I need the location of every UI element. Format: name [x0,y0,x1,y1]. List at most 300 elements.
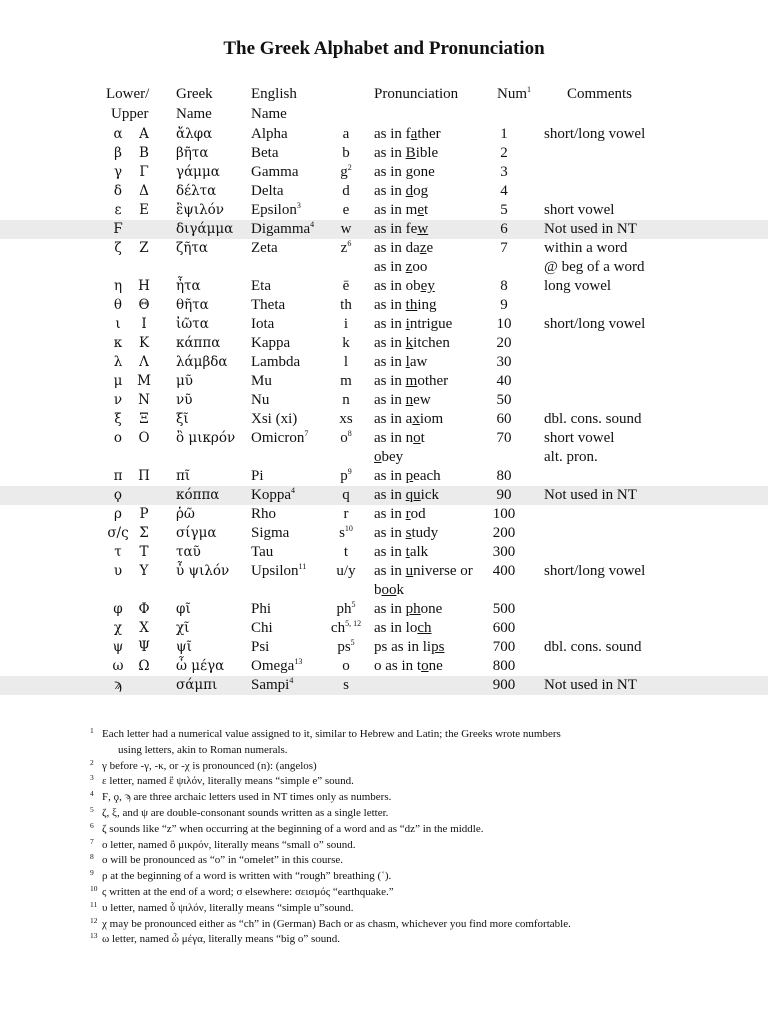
greek-name: σίγμα [176,525,217,541]
pronunciation-text: as in ob [374,278,421,294]
pronunciation-text: t [424,202,429,218]
footnote-text: χ may be pronounced either as “ch” in (German) Bach or as chasm, whichever you find more comfortable. [102,917,571,930]
footnote-text: ζ sounds like “z” when occurring at the beginning of a word and as “dz” in the middle. [102,822,484,835]
alphabet-table [0,125,768,695]
english-name [251,638,269,657]
header-greek-name-2: Name [176,106,212,122]
uppercase-letter: Ξ [139,411,149,427]
transliteration-text: ē [342,278,350,294]
greek-name: νῦ [176,392,193,408]
english-name-text: Chi [251,620,273,636]
english-name-text: Psi [251,639,270,655]
footnote-number: 12 [90,915,98,925]
pronunciation-text: as in [374,373,406,389]
footnote [90,869,690,885]
pronunciation-text: one [420,601,443,617]
footnote-number: 3 [90,773,94,783]
comment: short/long vowel [544,563,646,579]
table-row [0,125,768,144]
pronunciation-text: niverse or [413,563,473,579]
english-name [251,391,269,410]
pronunciation-text: iom [419,411,444,427]
transliteration-text: i [343,316,349,332]
header-english-name-2: Name [251,106,287,122]
lowercase-letter: ν [113,392,123,408]
transliteration-footnote: 5, 12 [345,619,362,628]
greek-name: ὦ μέγα [176,658,225,674]
transliteration-text: w [340,221,352,237]
pronunciation [374,486,439,505]
english-name-text: Mu [251,373,272,389]
transliteration-footnote: 5 [350,638,355,647]
comment: within a word [544,240,628,256]
english-name-text: Eta [251,278,271,294]
numeric-value: 90 [496,487,512,503]
lowercase-letter: ξ [114,411,122,427]
english-name-text: Rho [251,506,277,522]
transliteration [330,220,362,239]
lowercase-letter: ω [112,658,124,674]
numeric-value: 60 [496,411,512,427]
pronunciation [374,353,427,372]
pronunciation [374,315,452,334]
pronunciation-text: as in [374,164,406,180]
numeric-value: 3 [500,164,508,180]
lowercase-letter: π [113,468,123,484]
pronunciation-underlined: a [410,126,418,142]
uppercase-letter: Σ [139,525,149,541]
numeric-value: 30 [496,354,512,370]
footnote-number: 5 [90,804,94,814]
pronunciation-text: ick [420,487,439,503]
pronunciation-text: ew [413,392,431,408]
uppercase-letter: Κ [138,335,150,351]
english-name-text: Epsilon [251,202,297,218]
pronunciation-text: as in fe [374,221,418,237]
english-name [251,163,298,182]
transliteration-text: m [340,373,352,389]
english-name-text: Iota [251,316,275,332]
english-name [251,619,273,638]
pronunciation-text: b [374,582,382,598]
pronunciation-text: aw [409,354,428,370]
greek-name: λάμβδα [176,354,228,370]
lowercase-letter: ψ [112,639,124,655]
pronunciation-text: as in lo [374,620,418,636]
lowercase-letter: γ [113,164,123,180]
transliteration-footnote: 2 [347,163,352,172]
transliteration-text: a [342,126,350,142]
footnote [90,822,690,838]
table-row [0,277,768,296]
pronunciation-text: ther [417,126,441,142]
greek-name: ὂ μικρόν [176,430,236,446]
transliteration-footnote: 9 [347,467,352,476]
uppercase-letter: Ψ [138,639,150,655]
greek-name: ἒψιλόν [176,202,225,218]
pronunciation-underlined: o [413,430,421,446]
english-name-text: Koppa [251,487,291,503]
table-row [0,391,768,410]
pronunciation [374,619,432,638]
english-name-text: Pi [251,468,264,484]
pronunciation-underlined: n [405,392,414,408]
table-row [0,372,768,391]
english-name-text: Zeta [251,240,278,256]
transliteration-text: g [340,164,348,180]
pronunciation-underlined: k [405,335,414,351]
numeric-value: 500 [492,601,516,617]
transliteration [330,239,362,258]
lowercase-letter: σ/ς [107,525,129,541]
greek-name: ἄλφα [176,126,213,142]
lowercase-letter: Ϝ [113,221,123,237]
english-name [251,277,271,296]
table-row [0,315,768,334]
table-row [0,220,768,239]
pronunciation-text: as in [374,601,406,617]
uppercase-letter: Φ [138,601,150,617]
footnote [90,932,690,948]
pronunciation-text: as in f [374,126,411,142]
english-name-text: Sigma [251,525,290,541]
english-name-text: Xsi (xi) [251,411,298,427]
pronunciation-text: bey [381,449,404,465]
pronunciation-underlined: e [417,202,425,218]
pronunciation [374,201,428,220]
english-name-footnote: 3 [296,201,301,210]
english-name [251,125,288,144]
lowercase-letter: ο [113,430,123,446]
pronunciation [374,581,404,600]
pronunciation-underlined: o [421,658,429,674]
pronunciation-underlined: ch [417,620,432,636]
pronunciation-text: as in da [374,240,420,256]
pronunciation-underlined: z [419,240,427,256]
english-name [251,657,302,676]
english-name-text: Omega [251,658,295,674]
footnote [90,838,690,854]
footnote-text: γ before -γ, -κ, or -χ is pronounced (n): (angelos) [102,759,317,772]
english-name [251,372,272,391]
greek-name: δέλτα [176,183,217,199]
transliteration-text: l [343,354,349,370]
table-row [0,353,768,372]
english-name [251,334,290,353]
pronunciation [374,334,450,353]
transliteration-text: u/y [336,563,356,579]
lowercase-letter: θ [113,297,123,313]
lowercase-letter: η [113,278,123,294]
transliteration-text: o [340,430,348,446]
pronunciation-text: ps as in li [374,639,432,655]
pronunciation [374,524,438,543]
uppercase-letter: Β [139,145,149,161]
transliteration-footnote: 10 [344,524,353,533]
table-row [0,486,768,505]
uppercase-letter: Α [139,126,149,142]
english-name [251,486,295,505]
lowercase-letter: τ [114,544,122,560]
pronunciation-underlined: th [405,297,418,313]
pronunciation-text: each [413,468,441,484]
pronunciation-text: k [396,582,404,598]
table-row [0,182,768,201]
pronunciation-underlined: ph [405,601,421,617]
footnote-number: 2 [90,757,94,767]
english-name-footnote: 11 [298,562,307,571]
english-name-text: Theta [251,297,286,313]
transliteration-text: n [342,392,350,408]
comment: short/long vowel [544,316,646,332]
transliteration-text: xs [339,411,353,427]
transliteration-text: ps [337,639,351,655]
numeric-value: 300 [492,544,516,560]
uppercase-letter: Ε [139,202,149,218]
pronunciation-text: as in [374,183,406,199]
pronunciation-text: ne [428,658,443,674]
pronunciation [374,638,444,657]
numeric-value: 40 [496,373,512,389]
pronunciation [374,543,428,562]
numeric-value: 4 [500,183,508,199]
comment: Not used in NT [544,677,637,693]
transliteration-text: ph [336,601,352,617]
lowercase-letter: ϙ [113,487,123,503]
pronunciation-underlined: z [405,259,413,275]
transliteration-footnote: 6 [347,239,352,248]
uppercase-letter: Ν [138,392,150,408]
transliteration [330,657,362,676]
transliteration-text: o [342,658,350,674]
greek-name: μῦ [176,373,193,389]
pronunciation-text: alk [409,544,429,560]
table-row [0,239,768,258]
transliteration-text: b [342,145,350,161]
lowercase-letter: ε [114,202,122,218]
numeric-value: 9 [500,297,508,313]
lowercase-letter: α [113,126,123,142]
pronunciation-underlined: g [405,164,414,180]
transliteration [330,391,362,410]
numeric-value: 1 [500,126,508,142]
comment: dbl. cons. sound [544,411,642,427]
pronunciation-text: as in [374,392,406,408]
transliteration [330,334,362,353]
footnote-number: 4 [90,789,94,799]
uppercase-letter: Θ [138,297,150,313]
pronunciation-text: as in n [374,430,414,446]
table-row [0,429,768,448]
pronunciation-underlined: r [405,506,411,522]
transliteration [330,163,362,182]
english-name [251,543,273,562]
table-row [0,505,768,524]
transliteration-text: s [339,525,345,541]
numeric-value: 70 [496,430,512,446]
english-name [251,410,297,429]
lowercase-letter: φ [113,601,123,617]
pronunciation-underlined: o [374,449,382,465]
transliteration [330,353,362,372]
transliteration-text: k [342,335,350,351]
pronunciation-underlined: B [405,145,416,161]
pronunciation-underlined: t [405,544,410,560]
transliteration [330,486,362,505]
pronunciation-underlined: w [417,221,429,237]
pronunciation-text: itchen [413,335,450,351]
uppercase-letter: Λ [139,354,149,370]
table-row [0,201,768,220]
footnote [90,727,690,759]
footnote-number: 1 [90,726,94,735]
table-row [0,543,768,562]
english-name-text: Omicron [251,430,305,446]
header-english-name-1: English [251,86,297,102]
header-comments: Comments [567,86,633,102]
pronunciation [374,220,428,239]
greek-name: χῖ [176,620,190,636]
transliteration-text: th [340,297,352,313]
comment: alt. pron. [544,449,598,465]
pronunciation-text: one [413,164,435,180]
transliteration [330,277,362,296]
pronunciation-underlined: ey [420,278,435,294]
pronunciation-underlined: x [412,411,420,427]
greek-name: ψῖ [176,639,192,655]
numeric-value: 100 [492,506,516,522]
pronunciation-text: as in [374,525,406,541]
lowercase-letter: χ [113,620,123,636]
numeric-value: 400 [492,563,516,579]
footnote-number: 10 [90,883,98,893]
lowercase-letter: ι [115,316,121,332]
header-num [497,84,531,104]
lowercase-letter: δ [113,183,123,199]
transliteration-text: ch [330,620,346,636]
greek-name: ῥῶ [176,506,195,522]
english-name-text: Gamma [251,164,299,180]
numeric-value: 900 [492,677,516,693]
lowercase-letter: ϡ [114,677,122,693]
table-row [0,619,768,638]
transliteration [330,524,362,543]
header-pronunciation: Pronunciation [374,86,459,102]
transliteration [330,543,362,562]
english-name-text: Tau [251,544,274,560]
pronunciation-underlined: u [405,563,414,579]
numeric-value: 20 [496,335,512,351]
english-name-text: Sampi [251,677,290,693]
numeric-value: 800 [492,658,516,674]
pronunciation [374,258,427,277]
transliteration-text: z [340,240,348,256]
english-name-text: Alpha [251,126,288,142]
greek-name: κόππα [176,487,220,503]
numeric-value: 6 [500,221,508,237]
transliteration [330,201,362,220]
pronunciation [374,277,435,296]
pronunciation-text: tudy [411,525,439,541]
pronunciation-text: od [410,506,426,522]
numeric-value: 10 [496,316,512,332]
footnote [90,759,690,775]
transliteration-text: p [340,468,348,484]
english-name [251,144,279,163]
footnote [90,885,690,901]
lowercase-letter: υ [113,563,123,579]
pronunciation-underlined: m [405,373,418,389]
footnote-text: ο will be pronounced as “o” in “omelet” in this course. [102,854,344,867]
transliteration [330,429,362,448]
english-name [251,429,308,448]
pronunciation-text: as in [374,316,406,332]
english-name-footnote: 4 [291,486,295,495]
footnote [90,806,690,822]
comment: short/long vowel [544,126,646,142]
numeric-value: 50 [496,392,512,408]
numeric-value: 600 [492,620,516,636]
pronunciation-text: other [417,373,449,389]
uppercase-letter: Ο [138,430,150,446]
header-lower-upper-2: Upper [111,106,149,122]
numeric-value: 80 [496,468,512,484]
greek-name: ξῖ [176,411,189,427]
pronunciation-underlined: ps [431,639,445,655]
english-name [251,201,301,220]
greek-name: ὖ ψιλόν [176,563,230,579]
english-name-text: Lambda [251,354,301,370]
transliteration [330,182,362,201]
pronunciation-text: as in a [374,411,413,427]
footnote-text: ω letter, named ὦ μέγα, literally means “big o” sound. [102,933,341,946]
transliteration [330,600,362,619]
english-name-text: Kappa [251,335,291,351]
pronunciation-underlined: qu [405,487,421,503]
greek-name: σάμπι [176,677,218,693]
table-row [0,524,768,543]
transliteration-text: e [342,202,350,218]
table-row [0,638,768,657]
lowercase-letter: λ [113,354,123,370]
pronunciation-text: as in [374,487,406,503]
pronunciation-text: e [426,240,434,256]
numeric-value: 700 [492,639,516,655]
lowercase-letter: ρ [114,506,122,522]
footnote-text: ζ, ξ, and ψ are double-consonant sounds written as a single letter. [102,806,389,819]
page-title: The Greek Alphabet and Pronunciation [223,38,545,59]
footnote-text: υ letter, named ὖ ψιλόν, literally means “simple u”sound. [102,901,354,914]
transliteration [330,467,362,486]
transliteration-footnote: 5 [351,600,356,609]
uppercase-letter: Μ [137,373,151,389]
transliteration [330,505,362,524]
greek-name: διγάμμα [176,221,234,237]
pronunciation [374,448,403,467]
footnote [90,917,690,933]
pronunciation-text: o as in t [374,658,422,674]
transliteration-text: r [343,506,349,522]
table-row [0,676,768,695]
english-name [251,315,274,334]
pronunciation [374,163,435,182]
pronunciation-underlined: oo [381,582,397,598]
english-name-footnote: 13 [294,657,303,666]
footnote-number: 6 [90,820,94,830]
pronunciation-text: t [420,430,425,446]
footnote-number: 11 [90,899,98,909]
uppercase-letter: Ζ [139,240,149,256]
